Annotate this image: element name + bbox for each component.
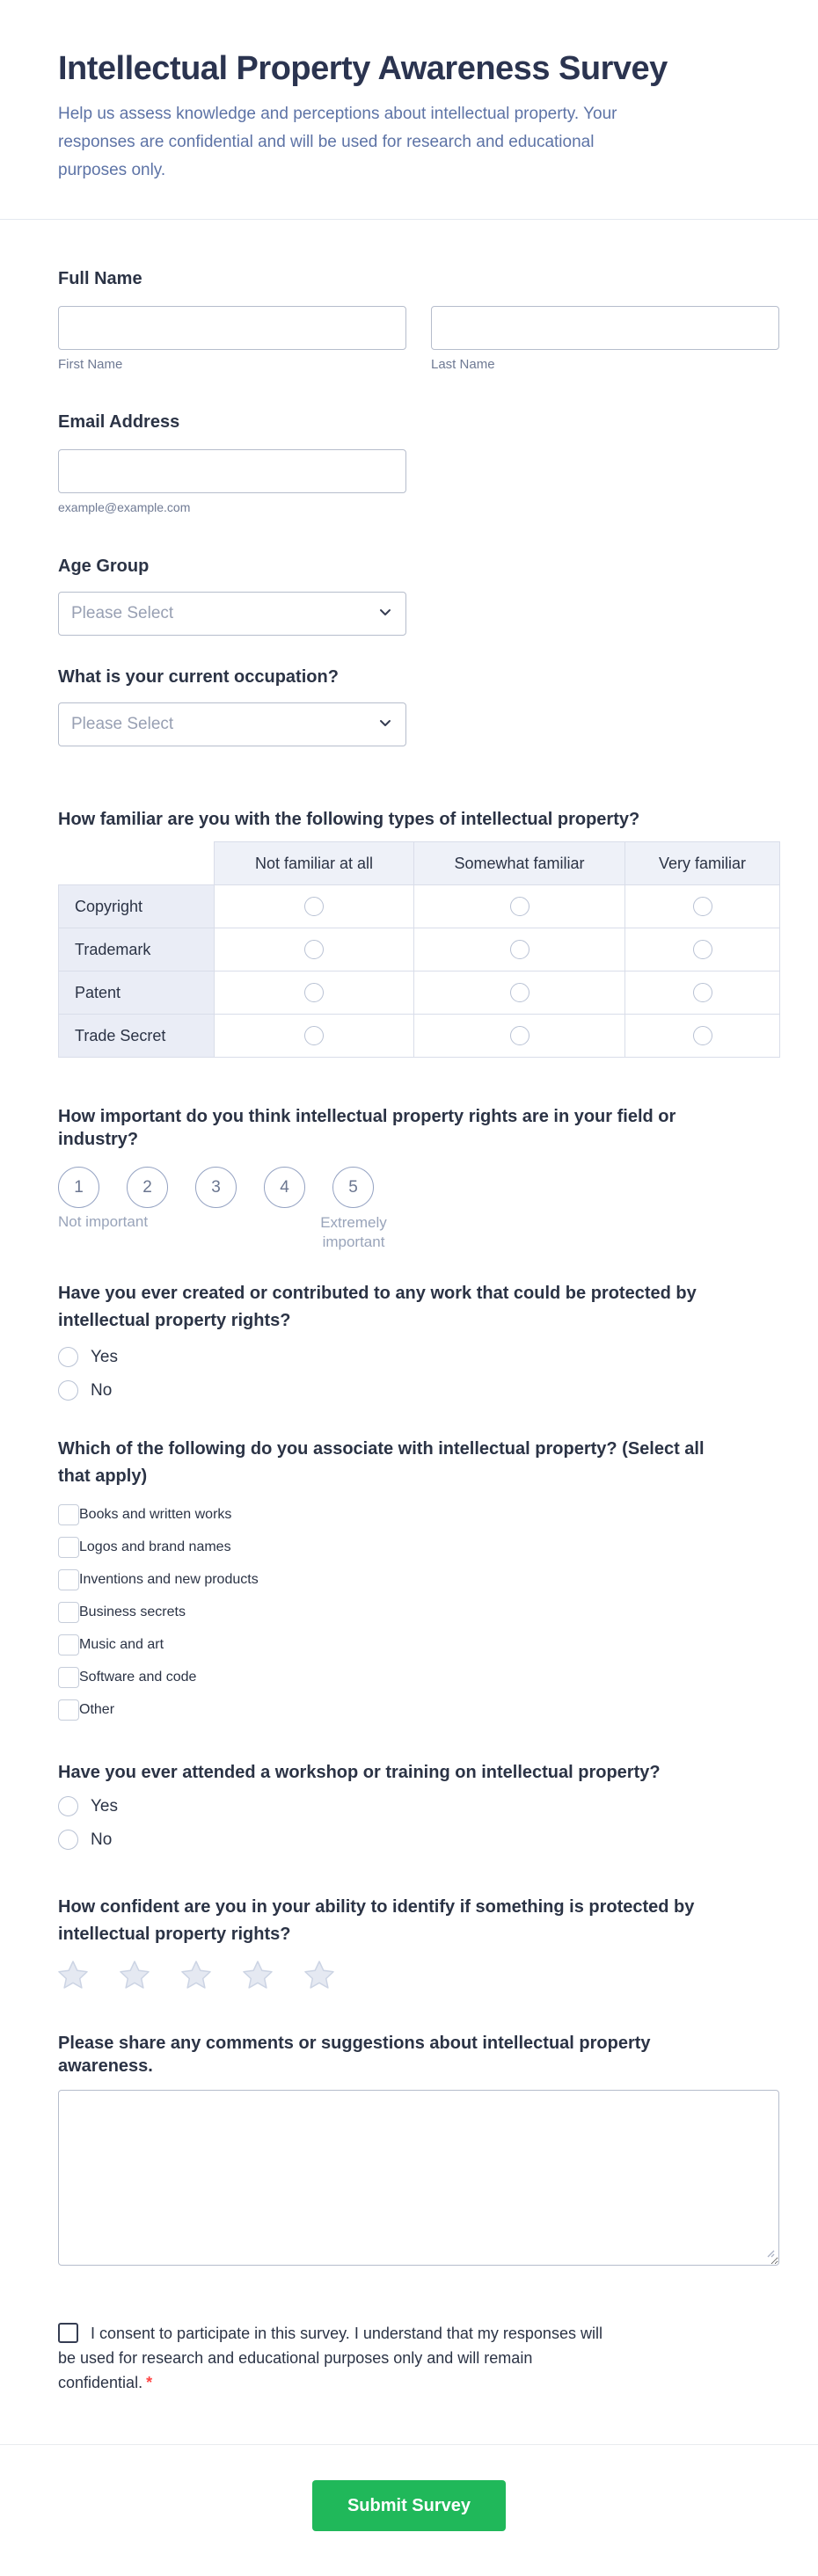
radio-icon[interactable]: [58, 1796, 78, 1816]
last-name-input[interactable]: [431, 306, 779, 350]
matrix-col-header: Somewhat familiar: [414, 842, 625, 885]
matrix-col-header: Not familiar at all: [215, 842, 414, 885]
star-icon[interactable]: [58, 1961, 88, 1993]
matrix-row-label: Patent: [59, 971, 215, 1015]
scale-option-2[interactable]: 2: [127, 1167, 168, 1208]
age-group-placeholder: Please Select: [71, 604, 174, 622]
table-row: [59, 928, 780, 971]
table-row: [59, 885, 780, 928]
table-row: [59, 1015, 780, 1058]
age-group-select[interactable]: [58, 592, 406, 636]
full-name-label: Full Name: [58, 269, 142, 288]
field-email: [58, 411, 779, 514]
scale-option-3[interactable]: 3: [195, 1167, 237, 1208]
checkbox-option-label: Other: [79, 1702, 115, 1717]
scale-max-label: Extremely important: [320, 1214, 387, 1250]
field-associations: [58, 1436, 779, 1721]
occupation-placeholder: Please Select: [71, 715, 174, 733]
radio-option-label: No: [91, 1380, 113, 1400]
checkbox-icon[interactable]: [58, 1569, 79, 1590]
first-name-input[interactable]: [58, 306, 406, 350]
field-created-work: [58, 1280, 779, 1401]
radio-icon[interactable]: [58, 1347, 78, 1367]
matrix-radio[interactable]: [693, 1026, 712, 1045]
scale-option-4[interactable]: 4: [264, 1167, 305, 1208]
field-consent: [58, 2321, 779, 2395]
checkbox-icon[interactable]: [58, 1602, 79, 1623]
star-icon[interactable]: [120, 1961, 150, 1993]
checkbox-option-label: Inventions and new products: [79, 1572, 259, 1587]
checkbox-option[interactable]: [58, 1569, 779, 1590]
checkbox-option-label: Business secrets: [79, 1605, 186, 1619]
matrix-radio[interactable]: [693, 897, 712, 916]
consent-row: [58, 2321, 603, 2395]
checkbox-option[interactable]: [58, 1667, 779, 1688]
field-full-name: [58, 267, 779, 372]
radio-option-label: Yes: [91, 1347, 118, 1366]
matrix-radio[interactable]: [510, 983, 530, 1002]
matrix-radio[interactable]: [304, 940, 324, 959]
checkbox-option-label: Books and written works: [79, 1507, 232, 1522]
last-name-sublabel: Last Name: [431, 357, 495, 372]
matrix-radio[interactable]: [693, 940, 712, 959]
matrix-radio[interactable]: [510, 1026, 530, 1045]
checkbox-icon[interactable]: [58, 1504, 79, 1525]
workshop-question: Have you ever attended a workshop or training on intellectual property?: [58, 1763, 661, 1782]
matrix-radio[interactable]: [510, 940, 530, 959]
created-work-question: Have you ever created or contributed to any work that could be protected by intellectual property rights?: [58, 1284, 697, 1330]
table-row: [59, 971, 780, 1015]
field-confidence: [58, 1894, 779, 1993]
form-footer: [0, 2444, 818, 2576]
star-icon[interactable]: [304, 1961, 334, 1993]
matrix-col-header: Very familiar: [625, 842, 780, 885]
radio-icon[interactable]: [58, 1830, 78, 1850]
radio-option-yes[interactable]: [58, 1347, 779, 1367]
radio-option-no[interactable]: [58, 1380, 779, 1401]
checkbox-icon[interactable]: [58, 1667, 79, 1688]
email-sublabel: example@example.com: [58, 500, 191, 514]
checkbox-icon[interactable]: [58, 1537, 79, 1558]
checkbox-option[interactable]: [58, 1634, 779, 1655]
radio-option-label: No: [91, 1830, 113, 1849]
matrix-row-label: Copyright: [59, 885, 215, 928]
required-asterisk: *: [146, 2374, 153, 2391]
comments-question: Please share any comments or suggestions about intellectual property awareness.: [58, 2034, 651, 2076]
radio-option-no[interactable]: [58, 1830, 779, 1850]
matrix-row-label: Trademark: [59, 928, 215, 971]
checkbox-option[interactable]: [58, 1602, 779, 1623]
chevron-down-icon: [377, 604, 393, 624]
matrix-radio[interactable]: [304, 897, 324, 916]
confidence-question: How confident are you in your ability to identify if something is protected by intellectual property rights?: [58, 1897, 695, 1944]
checkbox-option-label: Logos and brand names: [79, 1539, 231, 1554]
age-group-label: Age Group: [58, 557, 150, 576]
familiarity-question: How familiar are you with the following types of intellectual property?: [58, 810, 640, 829]
form-subtitle: Help us assess knowledge and perceptions about intellectual property. Your responses are confidential and will be used for research and educational purposes only.: [58, 105, 617, 179]
importance-question: How important do you think intellectual property rights are in your field or industry?: [58, 1107, 676, 1149]
associations-question: Which of the following do you associate with intellectual property? (Select all that apply): [58, 1439, 705, 1486]
field-comments: [58, 2032, 779, 2270]
consent-checkbox[interactable]: [58, 2323, 78, 2343]
importance-scale: [58, 1167, 779, 1208]
matrix-radio[interactable]: [510, 897, 530, 916]
field-workshop: [58, 1761, 779, 1850]
matrix-radio[interactable]: [304, 983, 324, 1002]
checkbox-icon[interactable]: [58, 1634, 79, 1655]
first-name-sublabel: First Name: [58, 357, 123, 372]
form-body: [0, 267, 818, 2395]
checkbox-icon[interactable]: [58, 1699, 79, 1721]
matrix-corner-cell: [59, 842, 215, 885]
checkbox-option[interactable]: [58, 1699, 779, 1721]
matrix-radio[interactable]: [693, 983, 712, 1002]
scale-option-1[interactable]: 1: [58, 1167, 99, 1208]
matrix-row-label: Trade Secret: [59, 1015, 215, 1058]
checkbox-option[interactable]: [58, 1504, 779, 1525]
email-label: Email Address: [58, 412, 180, 432]
submit-button[interactable]: Submit Survey: [312, 2480, 506, 2531]
consent-text: I consent to participate in this survey. I understand that my responses will be used for research and educational purposes only and will remain confidential.: [58, 2325, 603, 2391]
radio-option-yes[interactable]: [58, 1796, 779, 1816]
email-input[interactable]: [58, 449, 406, 493]
radio-icon[interactable]: [58, 1380, 78, 1401]
checkbox-option-label: Software and code: [79, 1670, 197, 1685]
star-icon[interactable]: [181, 1961, 211, 1993]
scale-min-label: Not important: [58, 1213, 149, 1230]
field-importance-scale: [58, 1105, 779, 1254]
form-header: [0, 0, 818, 220]
comments-textarea[interactable]: [58, 2090, 779, 2266]
matrix-radio[interactable]: [304, 1026, 324, 1045]
occupation-select[interactable]: [58, 702, 406, 746]
chevron-down-icon: [377, 715, 393, 735]
scale-option-5[interactable]: 5: [332, 1167, 374, 1208]
occupation-label: What is your current occupation?: [58, 667, 339, 687]
familiarity-table: [58, 841, 780, 1058]
field-age-group: [58, 555, 779, 636]
checkbox-option-label: Music and art: [79, 1637, 164, 1652]
page-title: Intellectual Property Awareness Survey: [58, 50, 668, 87]
checkbox-option[interactable]: [58, 1537, 779, 1558]
field-familiarity-matrix: [58, 808, 779, 1058]
star-icon[interactable]: [243, 1961, 273, 1993]
radio-option-label: Yes: [91, 1796, 118, 1816]
star-rating: [58, 1961, 779, 1993]
field-occupation: [58, 666, 779, 746]
